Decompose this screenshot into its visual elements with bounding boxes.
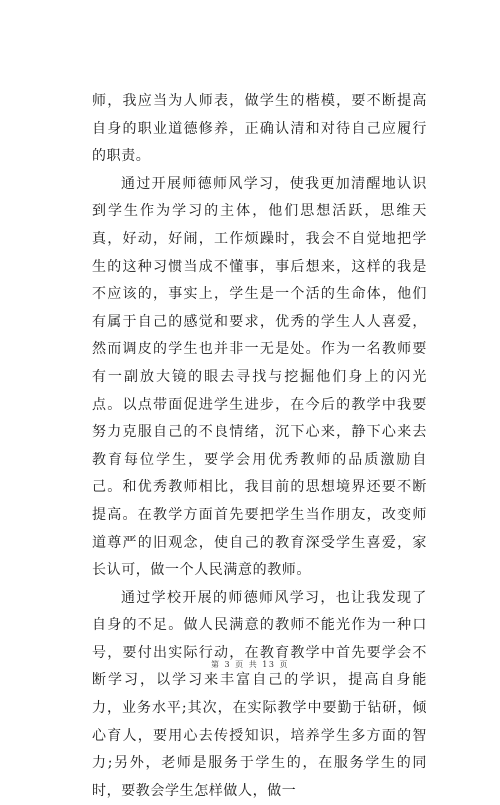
document-body — [92, 88, 427, 805]
paragraph-2: 通过开展师德师风学习，使我更加清醒地认识到学生作为学习的主体，他们思想活跃，思维天真，好动，好闹，工作烦躁时，我会不自觉地把学生的这种习惯当成不懂事，事后想来，这样的我是不应该的，事实上，学生是一个活的生命体，他们有属于自己的感觉和要求，优秀的学生人人喜爱，然而调皮的学生也并非一无是处。作为一名教师要有一副放大镜的眼去寻找与挖掘他们身上的闪光点。以点带面促进学生进步，在今后的教学中我要努力克服自己的不良情绪，沉下心来，静下心来去教育每位学生，要学会用优秀教师的品质激励自己。和优秀教师相比，我目前的思想境界还要不断提高。在教学方面首先要把学生当作朋友，改变师道尊严的旧观念，使自己的教育深受学生喜爱，家长认可，做一个人民满意的教师。 — [92, 175, 427, 579]
paragraph-1: 师，我应当为人师表，做学生的楷模，要不断提高自身的职业道德修养，正确认清和对待自己应履行的职责。 — [92, 93, 427, 165]
paragraph-3: 通过学校开展的师德师风学习，也让我发现了自身的不足。做人民满意的教师不能光作为一种口号，要付出实际行动，在教育教学中首先要学会不断学习，以学习来丰富自己的学识，提高自身能力，业务水平;其次，在实际教学中要勤于钻研，倾心育人，要用心去传授知识，培养学生多方面的智力;另外，老师是服务于学生的，在服务学生的同时，要教会学生怎样做人，做一 — [92, 589, 427, 799]
page-footer: 第 3 页 共 13 页 — [211, 660, 289, 669]
